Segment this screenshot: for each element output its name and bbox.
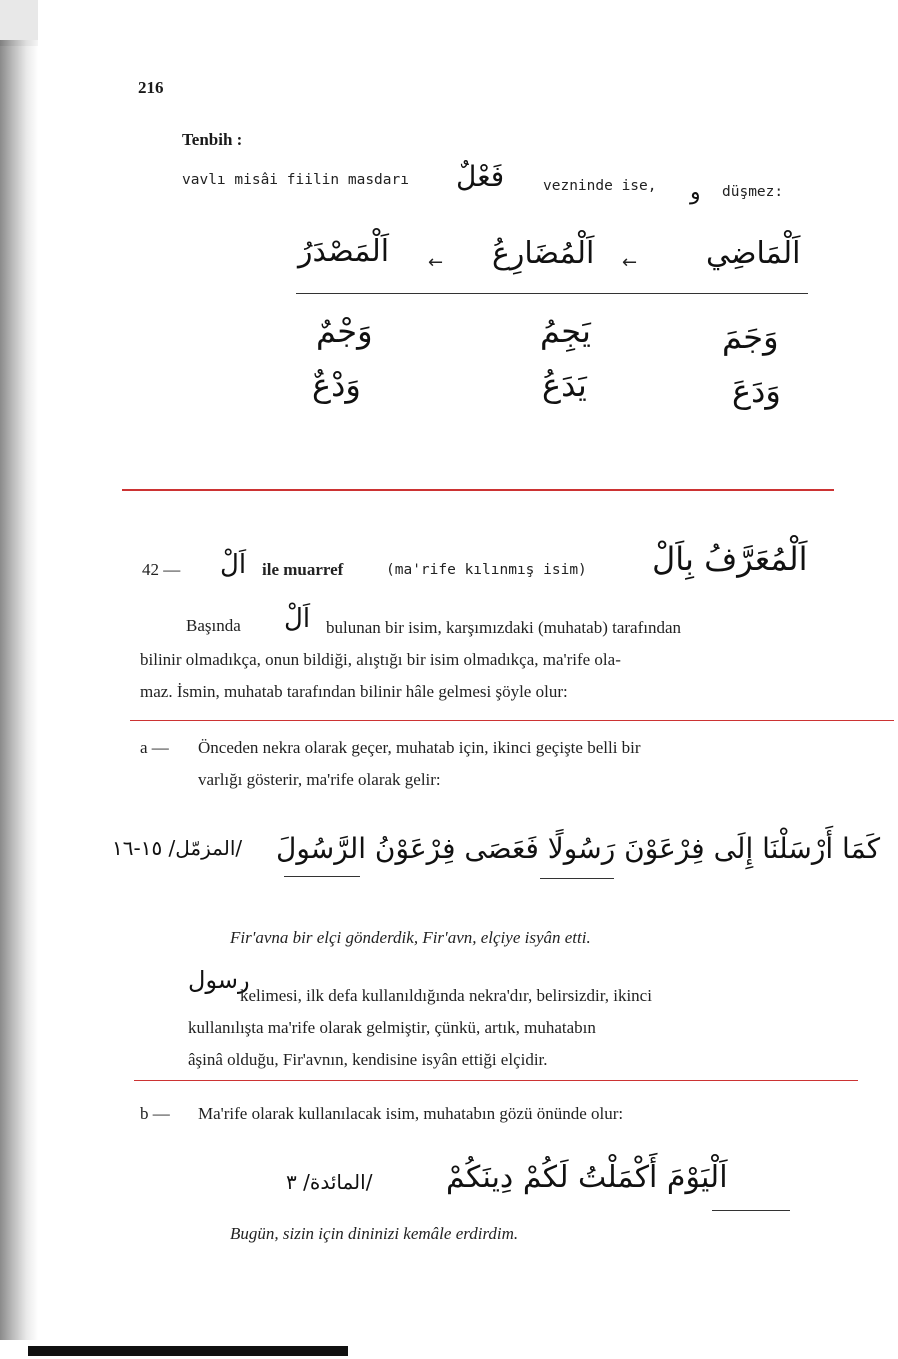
item-a-line1: Önceden nekra olarak geçer, muhatab için, ikinci geçişte belli bir (198, 738, 641, 757)
item-a-note-line3: âşinâ olduğu, Fir'avnın, kendisine isyân ettiği elçidir. (188, 1050, 548, 1069)
table-header-muzari: اَلْمُضَارِعُ (492, 236, 595, 271)
tenbih-line-end: düşmez: (722, 184, 784, 200)
table-row1-masdar: وَجْمٌ (316, 312, 373, 350)
section-title-rest: (ma'rife kılınmış isim) (386, 562, 587, 578)
red-divider (134, 1080, 858, 1081)
section-para-line1-end: bulunan bir isim, karşımızdaki (muhatab) tarafından (326, 618, 682, 637)
table-header-mazi: اَلْمَاضِي (706, 236, 801, 271)
table-row2-muzari: يَدَعُ (542, 366, 587, 404)
section-para-line1-start: Başında (186, 616, 241, 635)
table-row2-masdar: وَدْعٌ (312, 366, 361, 404)
section-title-bold: ile muarref (262, 560, 344, 579)
table-header-masdar: اَلْمَصْدَرُ (298, 234, 390, 269)
item-a-note-line1: kelimesi, ilk defa kullanıldığında nekra'dır, belirsizdir, ikinci (240, 986, 652, 1005)
item-a-label: a — (140, 738, 169, 757)
item-a-verse-arabic: كَمَا أَرْسَلْنَا إِلَى فِرْعَوْنَ رَسُولًا فَعَصَى فِرْعَوْنُ الرَّسُولَ (276, 832, 881, 865)
underline (712, 1210, 790, 1211)
item-a-translation: Fir'avna bir elçi gönderdik, Fir'avn, elçiye isyân etti. (230, 928, 591, 947)
table-row2-mazi: وَدَعَ (732, 372, 781, 410)
item-a-note-arabic: رسول (188, 966, 250, 994)
book-spine-shadow (0, 40, 38, 1340)
arrow-left-icon: ← (428, 252, 444, 273)
tenbih-line-start: vavlı misâi fiilin masdarı (182, 172, 409, 188)
arrow-left-icon: ← (622, 252, 638, 273)
tenbih-heading: Tenbih : (182, 130, 243, 149)
item-b-verse-ref: /المائدة/ ٣ (286, 1170, 373, 1194)
section-para-line2: bilinir olmadıkça, onun bildiği, alıştığı bir isim olmadıkça, ma'rife ola- (140, 650, 621, 669)
tenbih-pattern-arabic: فَعْلٌ (456, 160, 505, 193)
red-divider (122, 489, 834, 491)
page-edge-bottom (28, 1346, 348, 1356)
item-b-line1: Ma'rife olarak kullanılacak isim, muhatabın gözü önünde olur: (198, 1104, 624, 1123)
section-para-al-arabic: اَلْ (284, 604, 311, 634)
underline (284, 876, 360, 877)
item-b-translation: Bugün, sizin için dininizi kemâle erdirdim. (230, 1224, 519, 1243)
section-number: 42 — (142, 560, 181, 579)
item-a-note-line2: kullanılışta ma'rife olarak gelmiştir, çünkü, artık, muhatabın (188, 1018, 596, 1037)
item-b-label: b — (140, 1104, 170, 1123)
page-number: 216 (138, 78, 164, 97)
tenbih-line-mid: vezninde ise, (543, 178, 657, 194)
table-row1-mazi: وَجَمَ (722, 318, 779, 356)
table-row1-muzari: يَجِمُ (540, 312, 591, 350)
item-a-line2: varlığı gösterir, ma'rife olarak gelir: (198, 770, 441, 789)
table-divider (296, 293, 808, 294)
section-al-arabic: اَلْ (220, 550, 247, 580)
underline (540, 878, 614, 879)
item-a-verse-ref: /المزمّل/ ١٥-١٦ (112, 836, 243, 860)
section-title-arabic: اَلْمُعَرَّفُ بِاَلْ (652, 540, 808, 578)
red-divider (130, 720, 894, 721)
item-b-verse-arabic: اَلْيَوْمَ أَكْمَلْتُ لَكُمْ دِينَكُمْ (446, 1160, 728, 1195)
tenbih-vav-arabic: و (690, 180, 701, 205)
section-para-line3: maz. İsmin, muhatab tarafından bilinir hâle gelmesi şöyle olur: (140, 682, 568, 701)
